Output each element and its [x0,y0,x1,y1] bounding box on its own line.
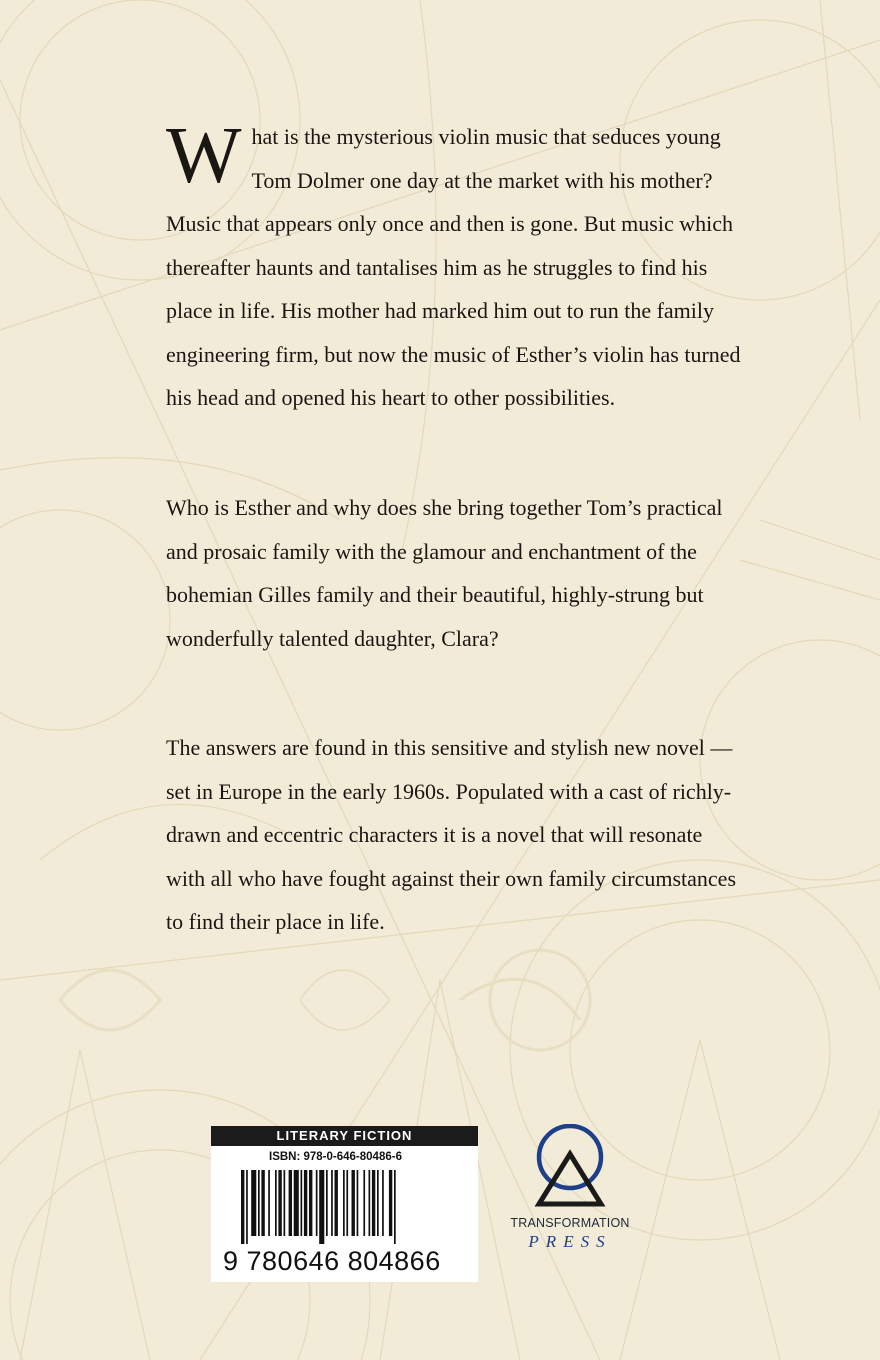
barcode-bar [326,1170,328,1236]
barcode-bar [357,1170,359,1236]
barcode-bar [246,1170,248,1244]
paragraph-1-text: hat is the mysterious violin music that seduces young Tom Dolmer one day at the market with his mother? Music that appears only once and then is gone. But music which thereafter haunts and tantalises him as he struggles to find his place in life. His mother had marked him out to run the family engineering firm, but now the music of Esther’s violin has turned his head and opened his heart to other possibilities. [166,124,741,410]
publisher-press: PRESS [528,1232,612,1251]
publisher-logo [505,1124,635,1264]
barcode-bar [258,1170,260,1236]
barcode-bar [268,1170,270,1236]
barcode-bar [377,1170,379,1236]
barcode-bar [382,1170,384,1236]
barcode-panel [211,1126,478,1282]
barcode-bar [251,1170,256,1236]
barcode-bar [275,1170,277,1236]
publisher-name: TRANSFORMATION [510,1216,630,1230]
barcode-bar [372,1170,375,1236]
barcode-bar [278,1170,281,1236]
genre-label: LITERARY FICTION [211,1126,478,1146]
barcode-bar [289,1170,292,1236]
barcode-bar [304,1170,307,1236]
blurb-paragraph-3 [166,726,741,944]
blurb-paragraph-2 [166,486,741,660]
barcode-bar [284,1170,286,1236]
barcode-bar [389,1170,392,1236]
paragraph-2-text: Who is Esther and why does she bring together Tom’s practical and prosaic family with the glamour and enchantment of the bohemian Gilles family and their beautiful, highly-strung but wonderfully talented daughter, Clara? [166,495,723,651]
barcode-bars [241,1170,453,1244]
paragraph-3-text: The answers are found in this sensitive and stylish new novel — set in Europe in the early 1960s. Populated with a cast of richly-drawn and eccentric characters it is a novel that will resonate with all who have fought against their own family circumstances to find their place in life. [166,735,737,934]
blurb-paragraph-1 [166,112,741,420]
barcode-bar [335,1170,338,1236]
barcode-bar [241,1170,244,1244]
isbn-digits: 9 780646 804866 [223,1246,441,1276]
barcode-bar [352,1170,355,1236]
barcode-bar [309,1170,312,1236]
barcode-bar [319,1170,324,1244]
barcode-bar [369,1170,371,1236]
barcode-bar [363,1170,365,1236]
barcode-bar [294,1170,299,1236]
barcode-bar [261,1170,264,1236]
barcode-bar [343,1170,345,1236]
barcode-bar [331,1170,333,1236]
drop-cap: W [166,112,242,200]
barcode-bar [301,1170,303,1236]
isbn-label: ISBN: 978-0-646-80486-6 [269,1151,402,1163]
barcode-bar [394,1170,396,1244]
barcode-bar [346,1170,348,1236]
circle-triangle-logo-icon [505,1124,635,1216]
barcode-bar [316,1170,318,1236]
